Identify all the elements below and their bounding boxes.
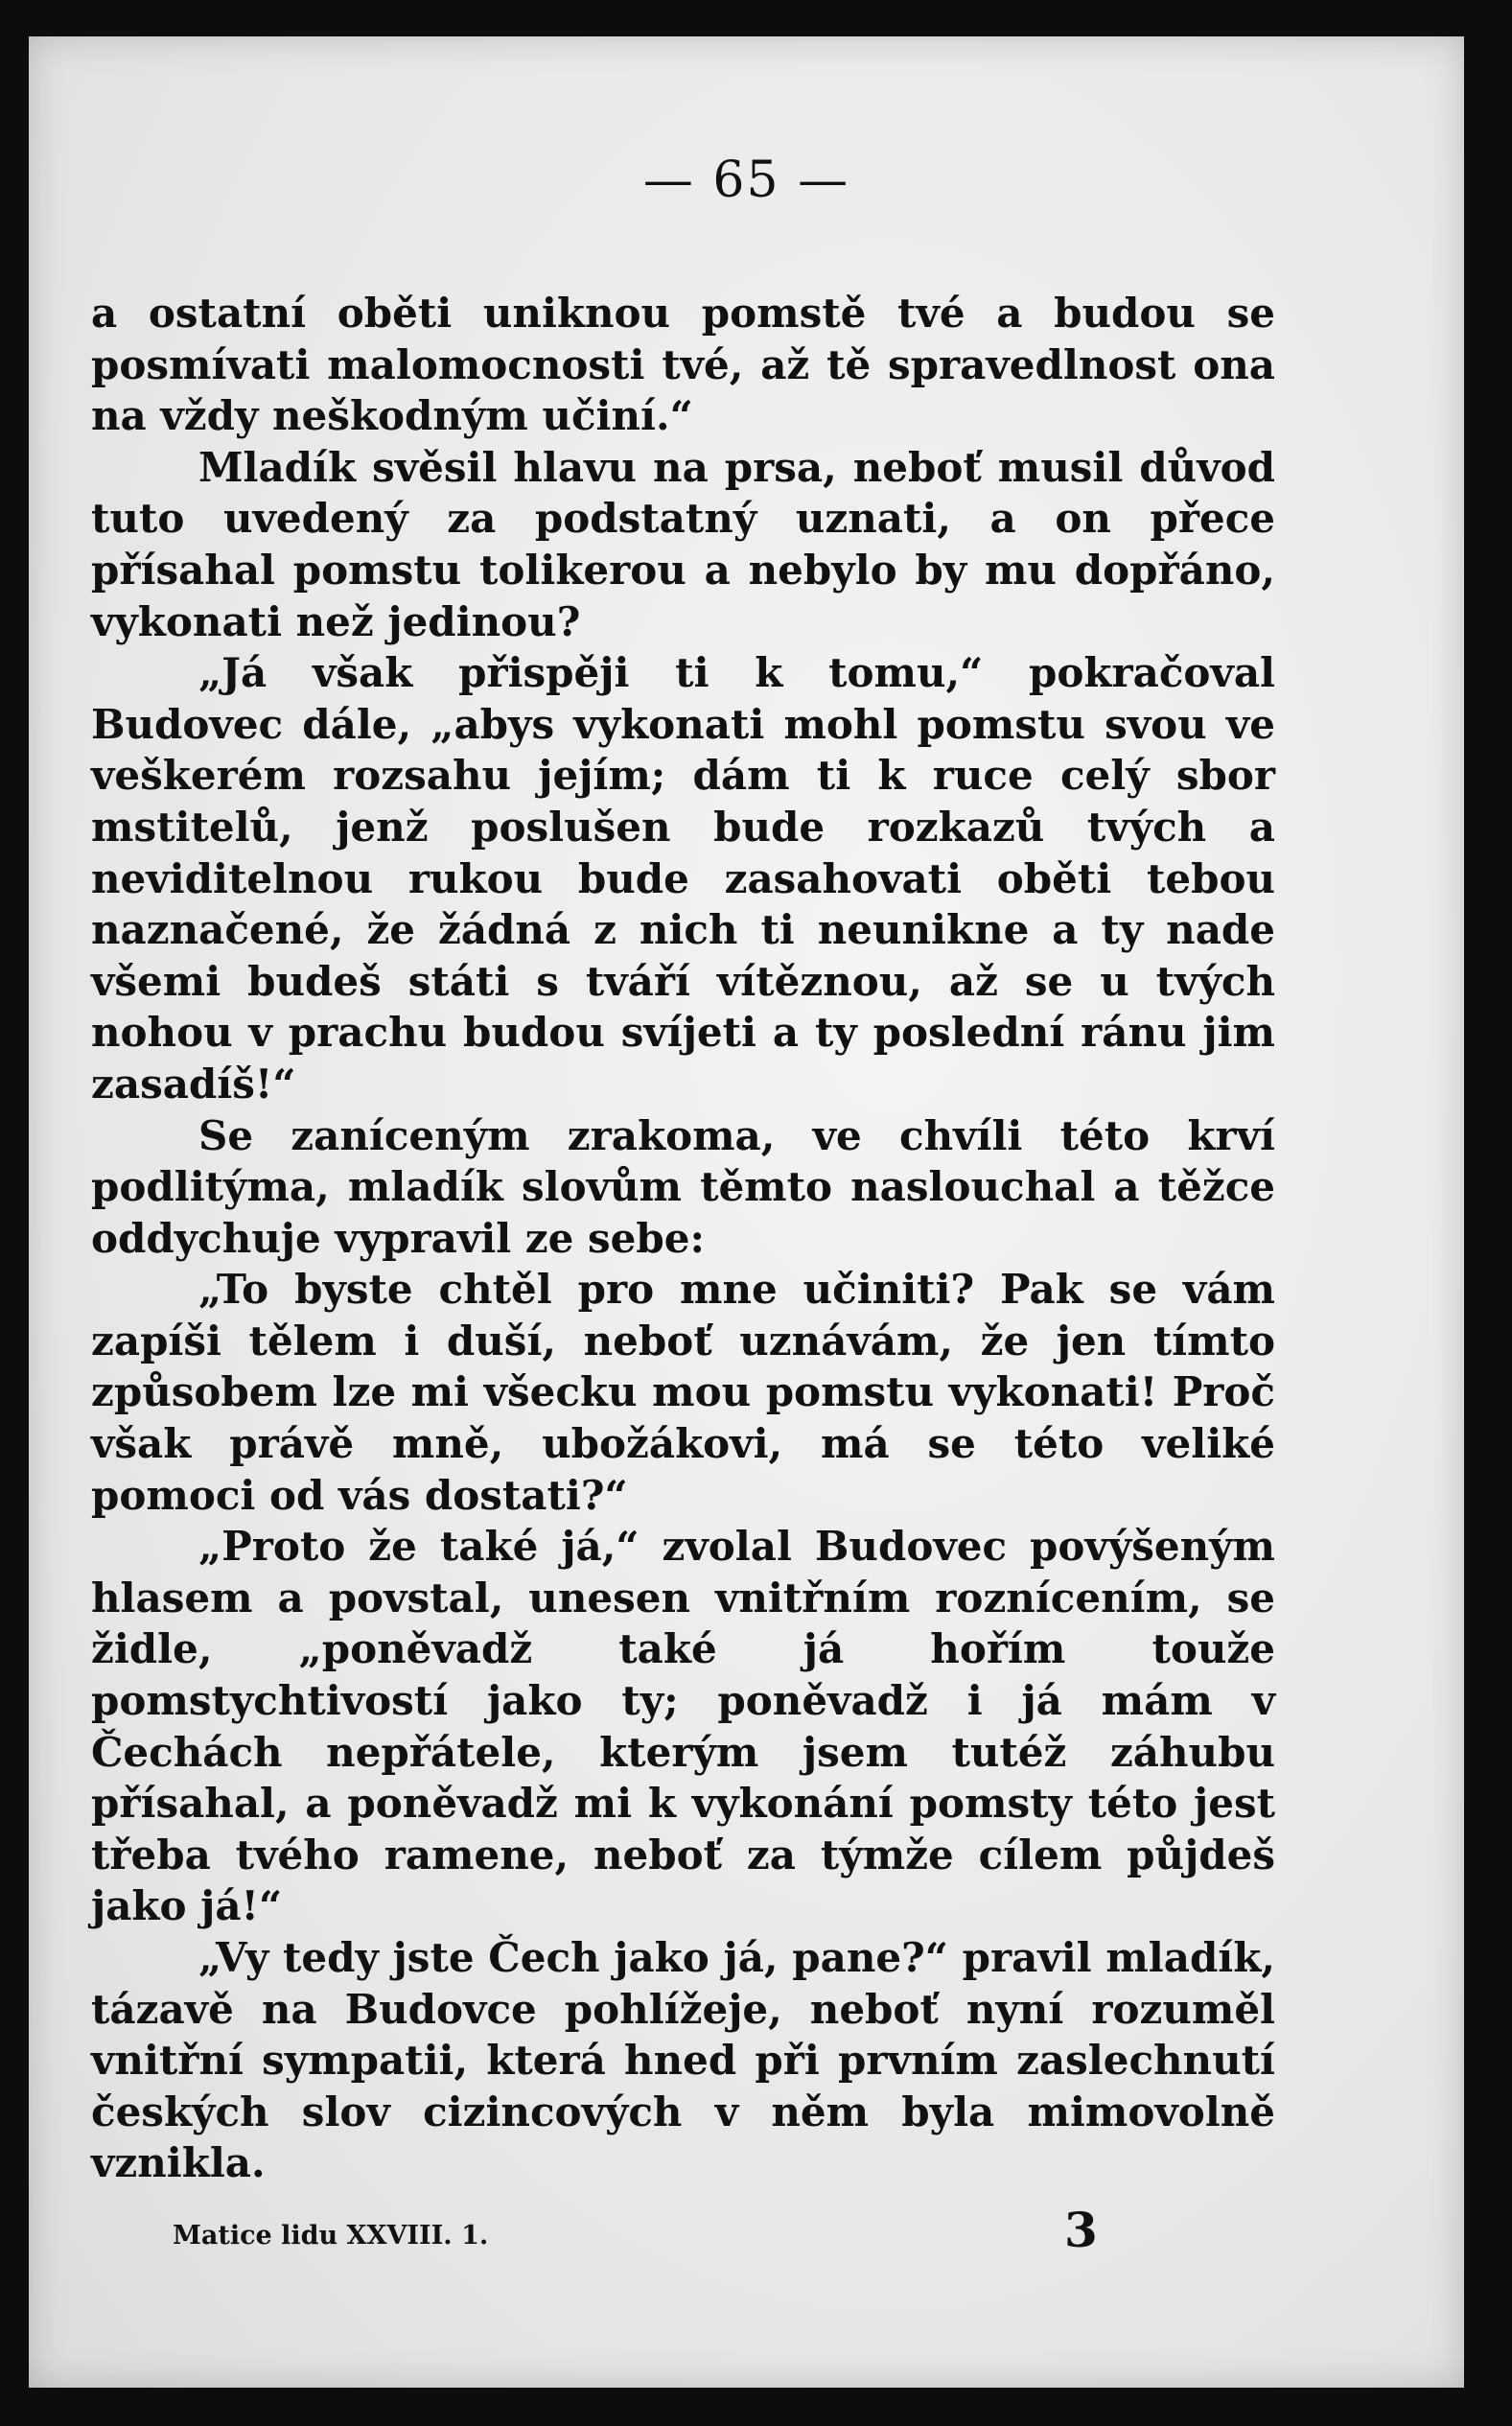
printer-signature: Matice lidu XXVIII. 1. (173, 2221, 489, 2251)
paragraph: „To byste chtěl pro mne učiniti? Pak se vám zapíši tělem i duší, neboť uznávám, že jen tímto způsobem lze mi všecku mou pomstu vykonati! Proč však právě mně, ubožákovi, má se této veliké pomoci od vás dostati?“ (91, 1266, 1275, 1519)
paragraph: a ostatní oběti uniknou pomstě tvé a budou se posmívati malomocnosti tvé, až tě spravedlnost ona na vždy neškodným učiní.“ (91, 290, 1275, 440)
paragraph: Mladík svěsil hlavu na prsa, neboť musil důvod tuto uvedený za podstatný uznati, a on přece přísahal pomstu tolikerou a nebylo by mu dopřáno, vykonati než jedinou? (91, 443, 1275, 645)
paragraph: Se zaníceným zrakoma, ve chvíli této krví podlitýma, mladík slovům těmto naslouchal a těžce oddychuje vypravil ze sebe: (91, 1111, 1275, 1262)
paragraph: „Já však přispěji ti k tomu,“ pokračoval Budovec dále, „abys vykonati mohl pomstu svou ve veškerém rozsahu jejím; dám ti k ruce celý sbor mstitelů, jenž poslušen bude rozkazů tvých a neviditelnou rukou bude zasahovati oběti tebou naznačené, že žádná z nich ti neunikne a ty nade všemi budeš státi s tváří vítěznou, až se u tvých nohou v prachu budou svíjeti a ty poslední ránu jim zasadíš!“ (91, 649, 1275, 1108)
page-number: — 65 — (642, 152, 850, 209)
body-text (91, 288, 1275, 2189)
sheet-number: 3 (1064, 2202, 1098, 2258)
book-page (29, 36, 1464, 2388)
paragraph: „Proto že také já,“ zvolal Budovec povýšeným hlasem a povstal, unesen vnitřním roznícením, se židle, „poněvadž také já hořím touže pomstychtivostí jako ty; poněvadž i já mám v Čechách nepřátele, kterým jsem tutéž záhubu přísahal, a poněvadž mi k vykonání pomsty této jest třeba tvého ramene, neboť za týmže cílem půjdeš jako já!“ (91, 1523, 1275, 1930)
paragraph: „Vy tedy jste Čech jako já, pane?“ pravil mladík, tázavě na Budovce pohlížeje, neboť nyní rozuměl vnitřní sympatii, která hned při prvním zaslechnutí českých slov cizincových v něm byla mimovolně vznikla. (91, 1934, 1275, 2187)
